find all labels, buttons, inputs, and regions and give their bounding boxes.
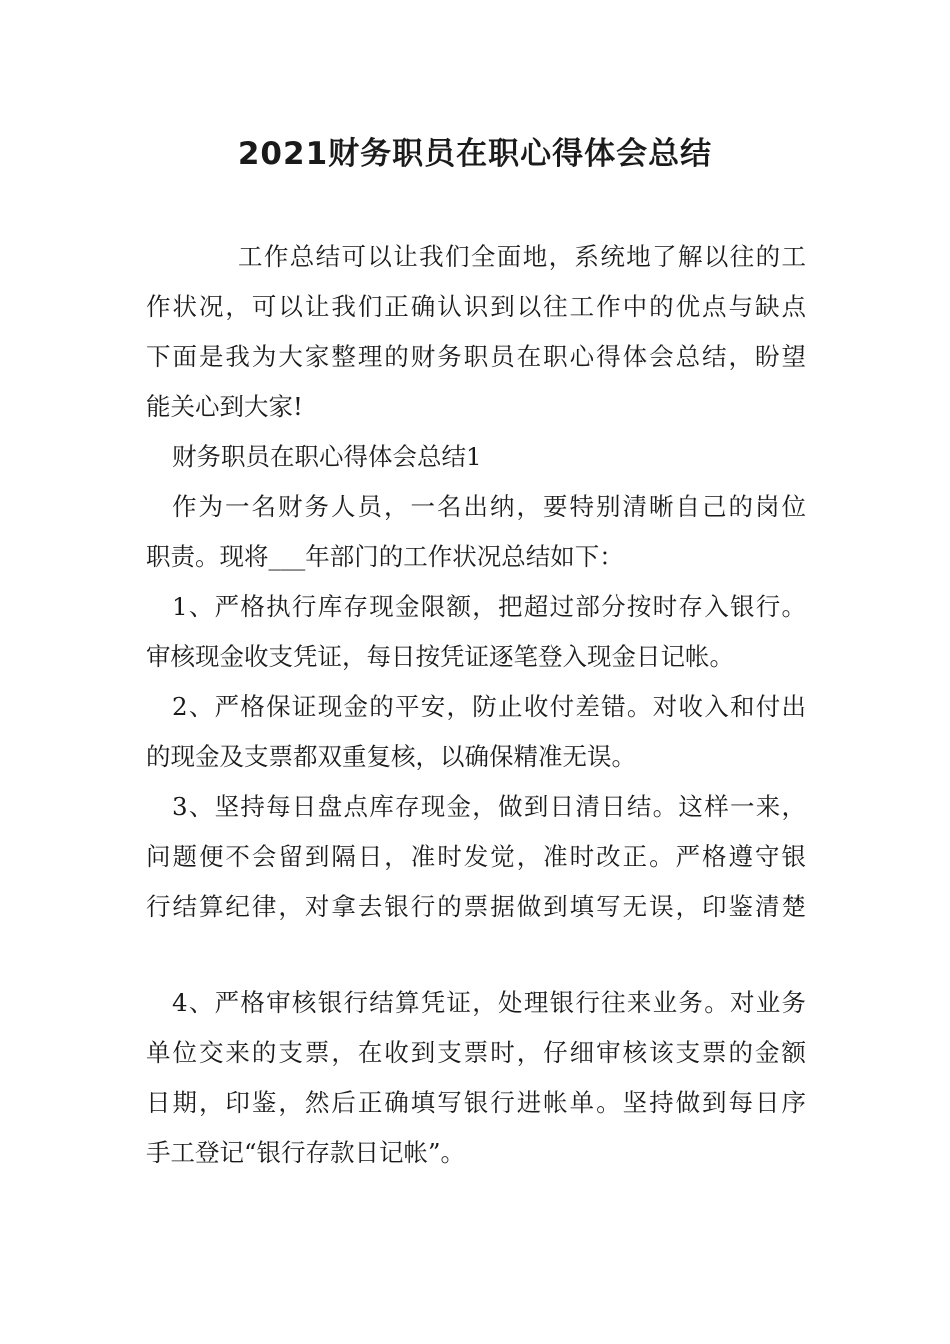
list-item-line: 的现金及支票都双重复核，以确保精准无误。 [146, 742, 636, 771]
list-item-line: 日期，印鉴，然后正确填写银行进帐单。坚持做到每日序 [146, 1088, 806, 1117]
paragraph-line: 工作总结可以让我们全面地，系统地了解以往的工 [238, 242, 806, 271]
paragraph-line: 能关心到大家! [146, 392, 303, 421]
list-item-line: 1、严格执行库存现金限额，把超过部分按时存入银行。 [172, 592, 806, 621]
paragraph-line: 作状况，可以让我们正确认识到以往工作中的优点与缺点 [146, 292, 806, 321]
paragraph-line: 下面是我为大家整理的财务职员在职心得体会总结，盼望 [146, 342, 806, 371]
list-item-line: 审核现金收支凭证，每日按凭证逐笔登入现金日记帐。 [146, 642, 734, 671]
list-item-line: 3、坚持每日盘点库存现金，做到日清日结。这样一来， [172, 792, 806, 821]
section-heading: 财务职员在职心得体会总结1 [172, 442, 482, 471]
list-item-line: 手工登记“银行存款日记帐”。 [146, 1138, 466, 1167]
list-item-line: 2、严格保证现金的平安，防止收付差错。对收入和付出 [172, 692, 806, 721]
document-title: 2021财务职员在职心得体会总结 [237, 136, 713, 172]
paragraph-line: 作为一名财务人员，一名出纳，要特别清晰自己的岗位 [172, 492, 806, 521]
paragraph-line: 职责。现将___年部门的工作状况总结如下： [146, 542, 624, 571]
list-item-line: 4、严格审核银行结算凭证，处理银行往来业务。对业务 [172, 988, 806, 1017]
list-item-line: 行结算纪律，对拿去银行的票据做到填写无误，印鉴清楚 [146, 892, 806, 921]
list-item-line: 单位交来的支票，在收到支票时，仔细审核该支票的金额 [146, 1038, 806, 1067]
list-item-line: 问题便不会留到隔日，准时发觉，准时改正。严格遵守银 [146, 842, 806, 871]
